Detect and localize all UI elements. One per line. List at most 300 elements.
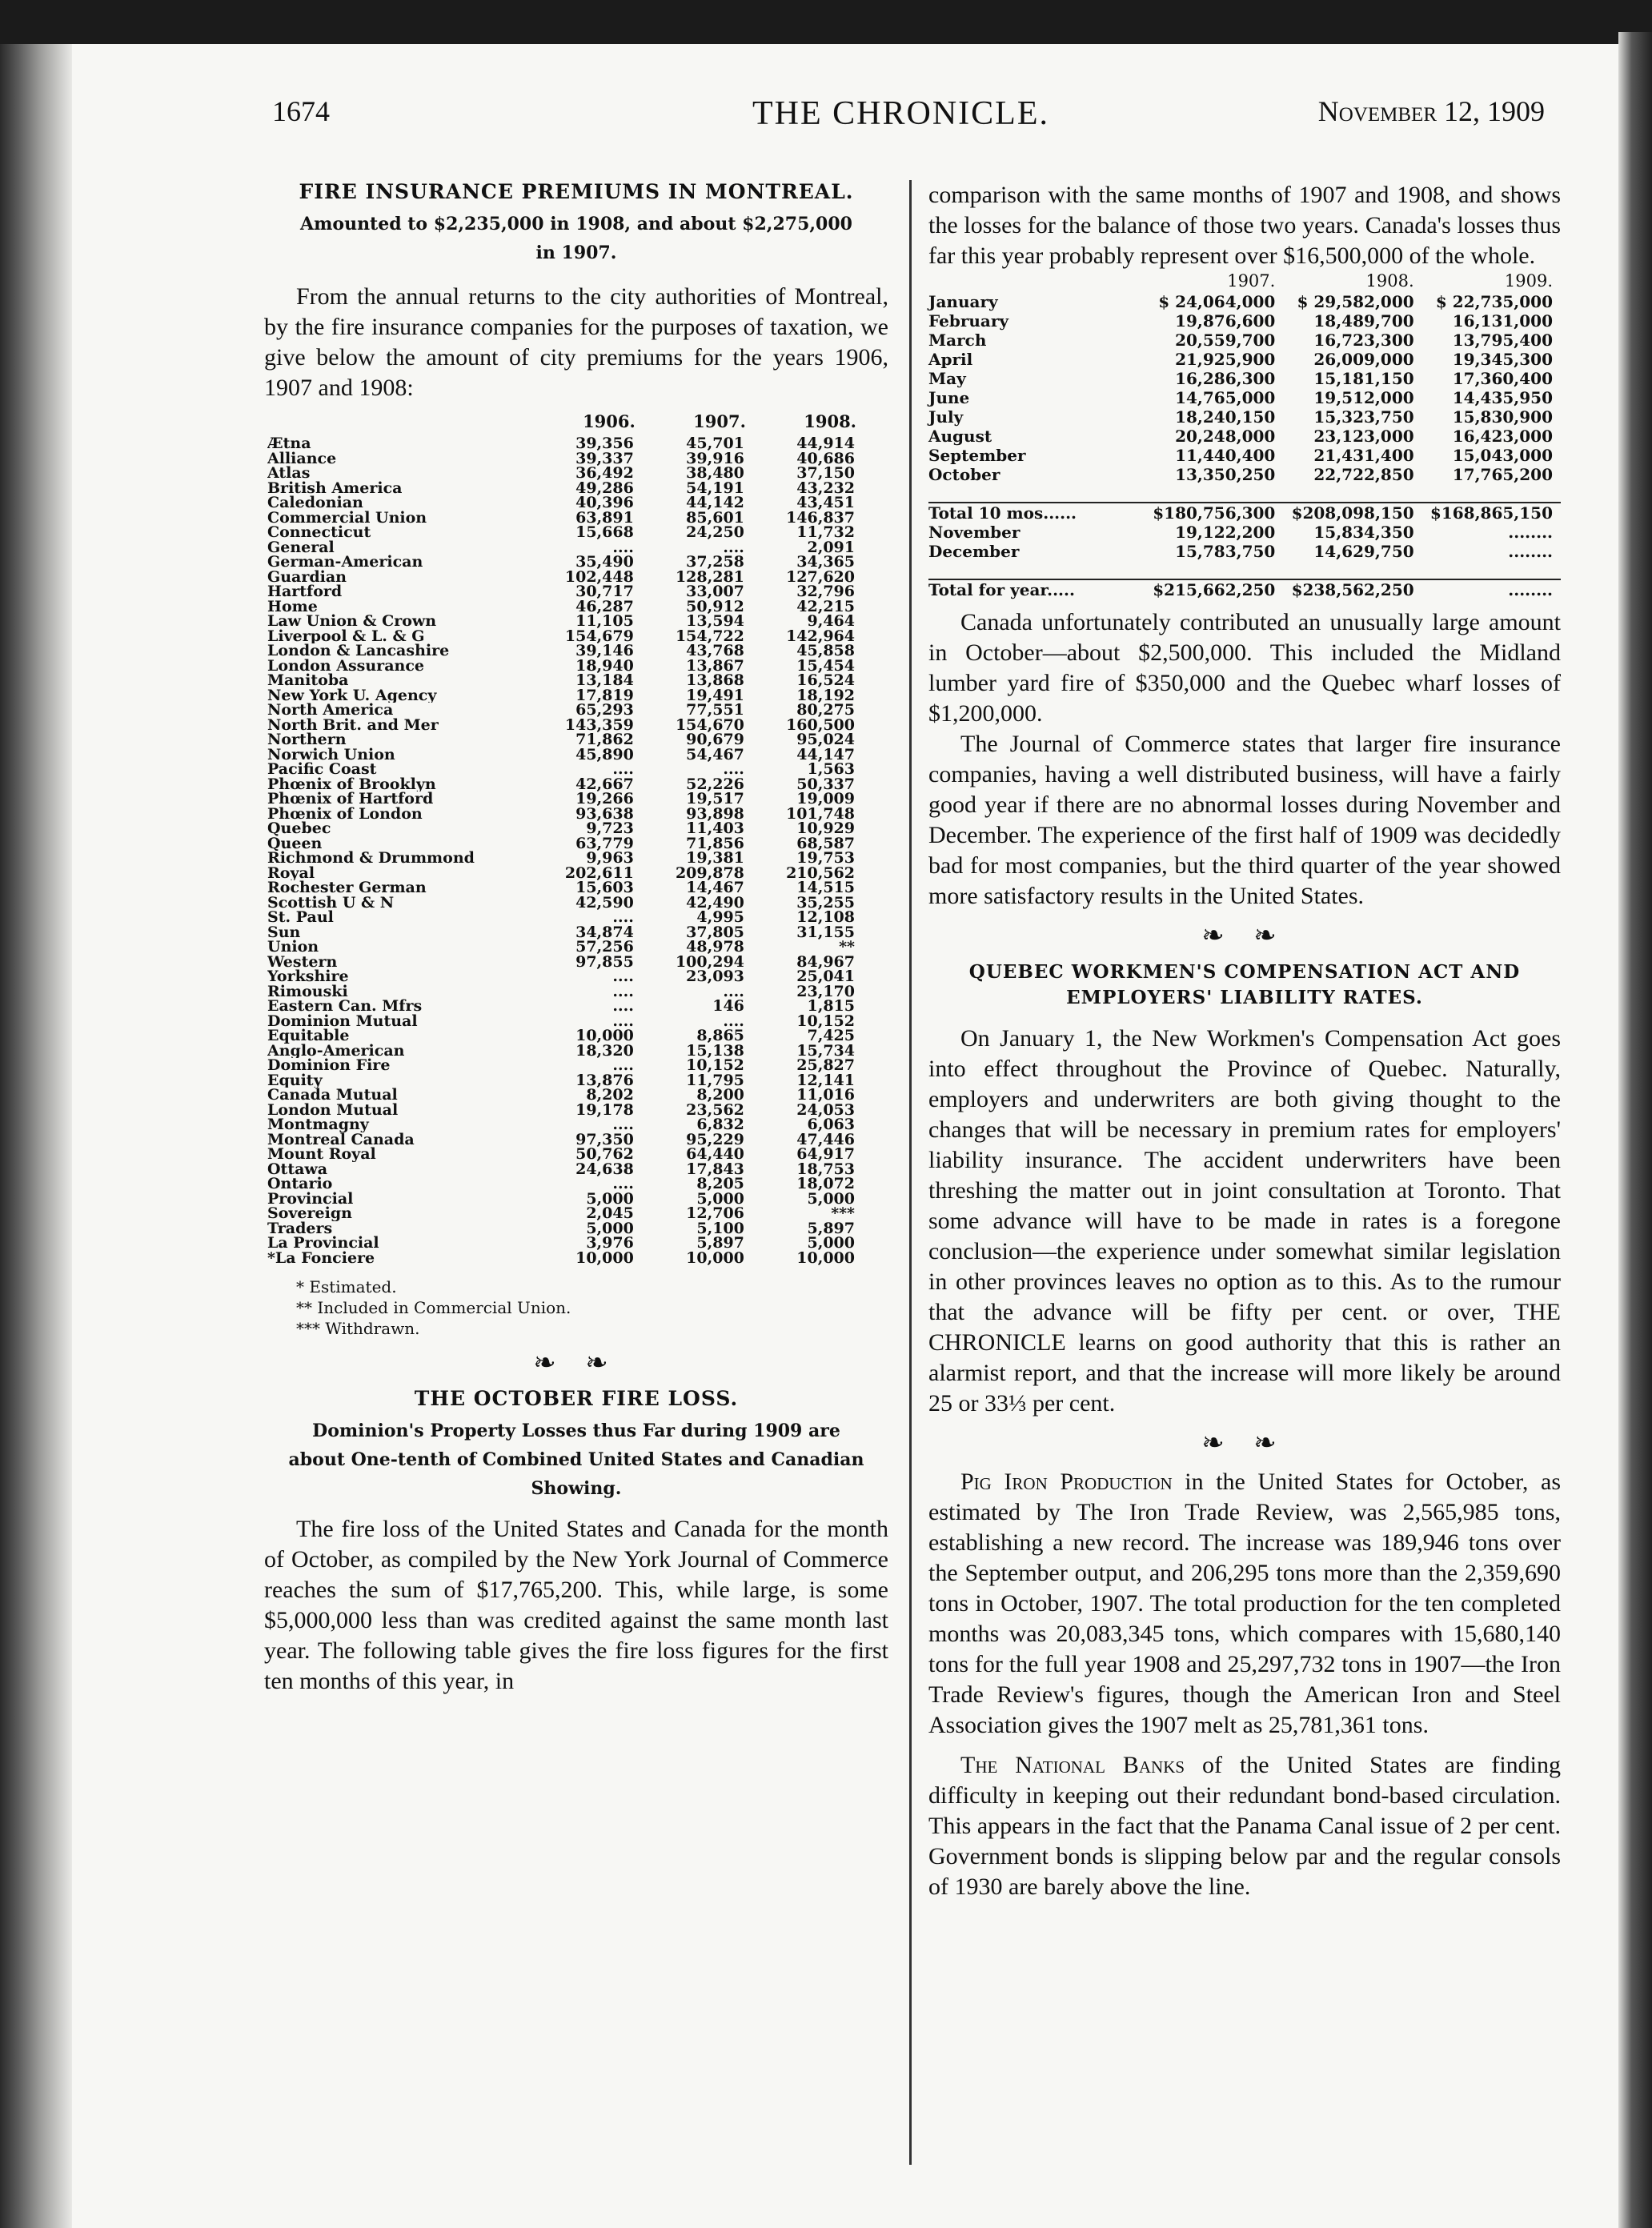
loss-value: 17,360,400: [1452, 369, 1553, 388]
premium-row: [267, 1028, 860, 1044]
premium-value: 43,768: [686, 643, 744, 659]
premium-value: 57,256: [575, 940, 634, 955]
premium-value: 32,796: [796, 584, 855, 599]
premium-row: [267, 525, 860, 540]
premium-value: 100,294: [675, 954, 744, 969]
premium-row: [267, 1014, 860, 1029]
company-name: Phœnix of London: [267, 806, 423, 821]
premium-row: [267, 629, 860, 644]
page-number: 1674: [272, 95, 330, 127]
premium-value: 19,266: [575, 791, 634, 807]
premium-value: 128,281: [675, 569, 744, 584]
table-spacer-cell: [928, 484, 1561, 503]
premium-value: 24,053: [796, 1102, 855, 1117]
loss-value: 14,765,000: [1175, 388, 1276, 407]
premium-row: [267, 540, 860, 555]
premium-value: ....: [723, 539, 744, 555]
premium-row: [267, 999, 860, 1014]
company-name: Home: [267, 599, 318, 614]
premium-value: 52,226: [686, 776, 744, 791]
premium-row: [267, 703, 860, 718]
premium-value: ....: [612, 762, 634, 777]
premium-value: ***: [831, 1206, 855, 1221]
loss-value: 14,629,750: [1313, 542, 1414, 561]
company-name: Manitoba: [267, 673, 349, 688]
premium-value: 49,286: [575, 480, 634, 495]
company-name: Hartford: [267, 584, 343, 599]
loss-row: [928, 427, 1561, 446]
company-name: Western: [267, 954, 338, 969]
company-name: Ætna: [267, 436, 311, 451]
premium-value: 5,000: [696, 1191, 744, 1206]
premium-value: 1,563: [807, 762, 855, 777]
premium-value: **: [839, 940, 855, 955]
premium-value: 31,155: [796, 924, 855, 940]
premium-value: 42,667: [575, 776, 634, 791]
premium-value: 38,480: [686, 466, 744, 481]
premium-value: ....: [723, 1013, 744, 1028]
company-name: Norwich Union: [267, 747, 395, 762]
premium-value: 42,490: [686, 895, 744, 910]
premium-value: 65,293: [575, 703, 634, 718]
loss-value: $208,098,150: [1283, 503, 1421, 523]
premium-value: 127,620: [786, 569, 855, 584]
premium-value: 10,152: [796, 1013, 855, 1028]
company-name: German-American: [267, 555, 423, 570]
premium-value: 97,855: [575, 954, 634, 969]
premium-row: [267, 466, 860, 481]
premiums-table-body: [267, 436, 860, 1265]
premium-value: 68,587: [796, 836, 855, 851]
premium-value: 45,890: [575, 747, 634, 762]
book-binding-right: [1618, 32, 1652, 2228]
loss-period: July: [928, 407, 964, 427]
premium-value: 25,827: [796, 1058, 855, 1073]
fire-loss-table: [928, 271, 1561, 599]
premium-value: 95,229: [686, 1132, 744, 1147]
premium-value: 18,753: [796, 1161, 855, 1176]
company-name: Montreal Canada: [267, 1132, 415, 1147]
premium-value: 11,105: [575, 614, 634, 629]
loss-value: $215,662,250: [1145, 579, 1283, 599]
company-name: Yorkshire: [267, 969, 349, 984]
premium-value: 84,967: [796, 954, 855, 969]
premium-value: 64,917: [796, 1147, 855, 1162]
premium-value: 33,007: [686, 584, 744, 599]
premium-value: 10,000: [575, 1028, 634, 1044]
premium-value: 93,898: [686, 806, 744, 821]
premium-value: 9,963: [586, 851, 634, 866]
premium-value: 42,590: [575, 895, 634, 910]
company-name: Sovereign: [267, 1206, 352, 1221]
premium-value: 71,856: [686, 836, 744, 851]
loss-value: 13,350,250: [1175, 465, 1276, 484]
premium-value: 10,152: [686, 1058, 744, 1073]
company-name: Queen: [267, 836, 323, 851]
premium-value: 13,184: [575, 673, 634, 688]
company-name: Commercial Union: [267, 510, 427, 525]
loss-period: June: [928, 388, 970, 407]
company-name: Richmond & Drummond: [267, 851, 475, 866]
premium-value: 23,562: [686, 1102, 744, 1117]
premium-row: [267, 955, 860, 970]
company-name: Equitable: [267, 1028, 350, 1044]
company-name: Equity: [267, 1072, 323, 1088]
loss-value: 19,512,000: [1313, 388, 1414, 407]
premiums-table: [267, 411, 860, 1265]
premium-value: 37,258: [686, 555, 744, 570]
loss-value: 21,431,400: [1313, 446, 1414, 465]
pig-iron-body: in the United States for October, as estimated by The Iron Trade Review, was 2,565,985 tons, establishing a new record. The increase was 189,946 tons over the September output, and 206,295 tons more than the 2,359,690 tons in October, 1907. The total production for the ten completed months was 20,083,345 tons, which compares with 15,680,140 tons for the full year 1908 and 25,297,732 tons in 1907—the Iron Trade Review's figures, though the American Iron and Steel Association gives the 1907 melt as 25,781,361 tons.: [928, 1469, 1561, 1738]
company-name: Connecticut: [267, 525, 371, 540]
national-banks-body: of the United States are finding difficulty in keeping out their redundant bond-based circulation. This appears in the fact that the Panama Canal issue of 2 per cent. Government bonds is slipping below par and the regular consols of 1930 are barely above the line.: [928, 1752, 1562, 1900]
premium-value: 15,734: [796, 1043, 855, 1058]
loss-period: May: [928, 369, 966, 388]
premium-value: 18,940: [575, 658, 634, 673]
premium-value: 23,170: [796, 984, 855, 999]
company-name: Traders: [267, 1220, 333, 1236]
company-name: Mount Royal: [267, 1147, 376, 1162]
loss-value: 15,783,750: [1175, 542, 1276, 561]
premium-row: [267, 1147, 860, 1162]
premium-row: [267, 1221, 860, 1236]
premium-value: 18,192: [796, 687, 855, 703]
premium-value: 13,594: [686, 614, 744, 629]
premium-row: [267, 807, 860, 822]
loss-value: 19,345,300: [1452, 350, 1553, 369]
premium-value: 42,215: [796, 599, 855, 614]
company-name: Alliance: [267, 451, 337, 466]
premium-value: 154,679: [564, 628, 634, 643]
premium-value: 12,706: [686, 1206, 744, 1221]
premium-value: 6,832: [696, 1117, 744, 1132]
premium-value: 36,492: [575, 466, 634, 481]
table-spacer-cell: [928, 561, 1561, 579]
journal-title: THE CHRONICLE.: [752, 95, 1049, 132]
company-name: Atlas: [267, 466, 311, 481]
premium-value: 146: [712, 999, 744, 1014]
loss-value: 14,435,950: [1452, 388, 1553, 407]
loss-row: [928, 446, 1561, 465]
premium-value: 8,205: [696, 1176, 744, 1192]
premium-value: 63,779: [575, 836, 634, 851]
premium-value: ....: [612, 1058, 634, 1073]
premium-value: ....: [612, 910, 634, 925]
premium-value: 39,146: [575, 643, 634, 659]
premium-row: [267, 791, 860, 807]
premium-value: 25,041: [796, 969, 855, 984]
loss-value: 22,722,850: [1313, 465, 1414, 484]
national-banks-paragraph: [928, 1750, 1561, 1902]
loss-period: January: [928, 292, 998, 311]
premium-value: 95,024: [796, 732, 855, 747]
premium-row: [267, 570, 860, 585]
loss-value: 19,122,200: [1175, 523, 1276, 542]
premium-value: 19,381: [686, 851, 744, 866]
premium-row: [267, 1073, 860, 1088]
loss-col-1909: 1909.: [1504, 271, 1553, 291]
loss-row: [928, 292, 1561, 311]
company-name: Pacific Coast: [267, 762, 377, 777]
loss-value: 15,043,000: [1452, 446, 1553, 465]
loss-value: 15,830,900: [1452, 407, 1553, 427]
left-column: [264, 180, 888, 1697]
company-name: Guardian: [267, 569, 347, 584]
premium-value: 101,748: [786, 806, 855, 821]
premium-value: 2,045: [586, 1206, 634, 1221]
premium-value: 44,147: [796, 747, 855, 762]
loss-col-1908: 1908.: [1365, 271, 1414, 291]
loss-value: 18,240,150: [1175, 407, 1276, 427]
premium-value: 50,762: [575, 1147, 634, 1162]
premium-value: 35,255: [796, 895, 855, 910]
premium-row: [267, 851, 860, 866]
premium-value: 4,995: [696, 910, 744, 925]
premium-value: 5,000: [807, 1236, 855, 1251]
premium-value: 9,464: [807, 614, 855, 629]
premium-value: 19,491: [686, 687, 744, 703]
ornament-divider: ❧ ❧: [1201, 1429, 1288, 1458]
loss-value: $168,865,150: [1422, 503, 1561, 523]
company-name: General: [267, 539, 335, 555]
loss-period: December: [928, 542, 1020, 561]
premium-row: [267, 969, 860, 984]
premium-row: [267, 511, 860, 526]
premium-value: 39,916: [686, 451, 744, 466]
company-name: Phœnix of Brooklyn: [267, 776, 436, 791]
company-name: Canada Mutual: [267, 1088, 398, 1103]
premium-value: 90,679: [686, 732, 744, 747]
october-loss-body-continued: comparison with the same months of 1907 and 1908, and shows the losses for the balance of those two years. Canada's losses thus far this year probably represent over $16,500,000 of the whole.: [928, 182, 1561, 269]
premium-row: [267, 910, 860, 925]
loss-period: Total 10 mos......: [928, 503, 1145, 523]
loss-value: 11,440,400: [1175, 446, 1276, 465]
premium-value: 34,874: [575, 924, 634, 940]
table-spacer: [928, 484, 1561, 503]
premium-row: [267, 777, 860, 792]
premium-value: 5,897: [696, 1236, 744, 1251]
pig-iron-lead: Pig Iron Production: [960, 1469, 1173, 1495]
premiums-col-1907: 1907.: [693, 411, 746, 431]
premium-row: [267, 643, 860, 659]
premium-value: 18,072: [796, 1176, 855, 1192]
premium-value: 44,142: [686, 495, 744, 511]
premium-value: 13,868: [686, 673, 744, 688]
premium-row: [267, 451, 860, 467]
premiums-notes: [296, 1276, 888, 1339]
company-name: Liverpool & L. & G: [267, 628, 425, 643]
premium-value: 45,701: [686, 436, 744, 451]
premium-value: ....: [612, 1013, 634, 1028]
canada-contribution: Canada unfortunately contributed an unusually large amount in October—about $2,500,000. This included the Midland lumber yard fire of $350,000 and the Quebec wharf losses of $1,200,000.: [928, 609, 1561, 727]
premium-value: 46,287: [575, 599, 634, 614]
premium-value: 77,551: [686, 703, 744, 718]
premium-value: 16,524: [796, 673, 855, 688]
company-name: Eastern Can. Mfrs: [267, 999, 423, 1014]
premium-row: [267, 1058, 860, 1073]
right-column: [928, 180, 1561, 1902]
company-name: North America: [267, 703, 394, 718]
premium-row: [267, 1176, 860, 1192]
loss-value: 20,248,000: [1175, 427, 1276, 446]
loss-value: $180,756,300: [1145, 503, 1283, 523]
premium-value: 19,517: [686, 791, 744, 807]
company-name: Dominion Fire: [267, 1058, 391, 1073]
premiums-subtitle: Amounted to $2,235,000 in 1908, and about $2,275,000 in 1907.: [300, 214, 852, 263]
premium-value: 85,601: [686, 510, 744, 525]
premium-row: [267, 984, 860, 1000]
premium-row: [267, 436, 860, 451]
pig-iron-paragraph: [928, 1467, 1561, 1741]
company-name: Montmagny: [267, 1117, 369, 1132]
premium-value: 18,320: [575, 1043, 634, 1058]
october-loss-body: The fire loss of the United States and Canada for the month of October, as compiled by the New York Journal of Commerce reaches the sum of $17,765,200. This, while large, is some $5,000,000 less than was credited against the same month last year. The following table gives the fire loss figures for the first ten months of this year, in: [264, 1516, 888, 1694]
loss-value: 15,323,750: [1313, 407, 1414, 427]
premiums-title: FIRE INSURANCE PREMIUMS IN MONTREAL.: [299, 180, 854, 203]
loss-value: 13,795,400: [1452, 331, 1553, 350]
premium-row: [267, 1103, 860, 1118]
premium-value: 64,440: [686, 1147, 744, 1162]
company-name: North Brit. and Mer: [267, 717, 439, 732]
premium-row: [267, 1088, 860, 1103]
premium-row: [267, 495, 860, 511]
company-name: Anglo-American: [267, 1043, 405, 1058]
company-name: La Provincial: [267, 1236, 379, 1251]
company-name: Scottish U & N: [267, 895, 395, 910]
company-name: St. Paul: [267, 910, 334, 925]
loss-period: September: [928, 446, 1026, 465]
premium-row: [267, 880, 860, 896]
premium-value: 43,451: [796, 495, 855, 511]
premium-value: 17,843: [686, 1161, 744, 1176]
premium-value: 12,141: [796, 1072, 855, 1088]
company-name: Rimouski: [267, 984, 348, 999]
premium-row: [267, 940, 860, 955]
premium-value: 13,867: [686, 658, 744, 673]
company-name: New York U. Agency: [267, 687, 437, 703]
premium-value: 10,000: [686, 1250, 744, 1265]
premium-value: ....: [723, 762, 744, 777]
premiums-intro: From the annual returns to the city authorities of Montreal, by the fire insurance companies for the purposes of taxation, we give below the amount of city premiums for the years 1906, 1907 and 1908:: [264, 283, 888, 401]
loss-period: Total for year.....: [928, 579, 1145, 599]
premium-row: [267, 614, 860, 629]
premium-value: 24,250: [686, 525, 744, 540]
loss-value: 26,009,000: [1313, 350, 1414, 369]
loss-period: April: [928, 350, 973, 369]
premium-value: 43,232: [796, 480, 855, 495]
loss-period: February: [928, 311, 1009, 331]
premium-row: [267, 1132, 860, 1148]
loss-row: [928, 465, 1561, 484]
company-name: *La Fonciere: [267, 1250, 375, 1265]
premium-row: [267, 1044, 860, 1059]
premium-value: 15,454: [796, 658, 855, 673]
premium-row: [267, 925, 860, 940]
premium-value: 15,138: [686, 1043, 744, 1058]
premium-value: 37,805: [686, 924, 744, 940]
premium-value: 39,356: [575, 436, 634, 451]
premium-value: 5,000: [807, 1191, 855, 1206]
premium-value: 154,722: [675, 628, 744, 643]
company-name: Sun: [267, 924, 301, 940]
premium-row: [267, 747, 860, 763]
premium-row: [267, 584, 860, 599]
company-name: Ontario: [267, 1176, 333, 1192]
premium-value: 8,202: [586, 1088, 634, 1103]
premium-value: 97,350: [575, 1132, 634, 1147]
premium-value: 210,562: [786, 865, 855, 880]
note-withdrawn: *** Withdrawn.: [296, 1319, 420, 1338]
premium-value: ....: [612, 1117, 634, 1132]
premium-value: ....: [612, 984, 634, 999]
company-name: Northern: [267, 732, 347, 747]
premium-value: 5,100: [696, 1220, 744, 1236]
loss-period: March: [928, 331, 987, 350]
premium-row: [267, 555, 860, 570]
premium-row: [267, 821, 860, 836]
loss-total-10-months: [928, 503, 1561, 523]
company-name: Union: [267, 940, 319, 955]
premium-row: [267, 673, 860, 688]
loss-row: [928, 369, 1561, 388]
loss-value: 16,723,300: [1313, 331, 1414, 350]
premium-value: 5,897: [807, 1220, 855, 1236]
book-binding-left: [0, 44, 72, 2228]
premiums-header-row: [267, 411, 860, 436]
premium-value: 37,150: [796, 466, 855, 481]
premium-value: 15,603: [575, 880, 634, 896]
premium-value: 13,876: [575, 1072, 634, 1088]
premium-value: 80,275: [796, 703, 855, 718]
loss-row: [928, 311, 1561, 331]
premium-value: 39,337: [575, 451, 634, 466]
loss-row: [928, 542, 1561, 561]
premiums-col-1908: 1908.: [804, 411, 856, 431]
premium-value: 50,337: [796, 776, 855, 791]
company-name: London & Lancashire: [267, 643, 450, 659]
loss-value: 17,765,200: [1452, 465, 1553, 484]
company-name: London Mutual: [267, 1102, 399, 1117]
ornament-divider: ❧ ❧: [1201, 921, 1288, 951]
premium-value: 71,862: [575, 732, 634, 747]
premium-value: 40,396: [575, 495, 634, 511]
premium-value: 45,858: [796, 643, 855, 659]
note-included: ** Included in Commercial Union.: [296, 1298, 571, 1317]
loss-total-year: [928, 579, 1561, 599]
loss-period: August: [928, 427, 992, 446]
loss-value: $ 22,735,000: [1435, 292, 1553, 311]
premium-value: 47,446: [796, 1132, 855, 1147]
national-banks-lead: The National Banks: [960, 1752, 1185, 1778]
premium-value: 3,976: [586, 1236, 634, 1251]
loss-value: $ 29,582,000: [1297, 292, 1414, 311]
premium-value: 63,891: [575, 510, 634, 525]
october-loss-subtitle: Dominion's Property Losses thus Far during 1909 are about One-tenth of Combined United States and Canadian Showing.: [288, 1421, 864, 1499]
premium-value: ....: [612, 539, 634, 555]
loss-value: ........: [1422, 579, 1561, 599]
premium-value: 142,964: [786, 628, 855, 643]
premium-value: ....: [612, 1176, 634, 1192]
loss-value: 16,131,000: [1452, 311, 1553, 331]
premium-value: 154,670: [675, 717, 744, 732]
company-name: Law Union & Crown: [267, 614, 437, 629]
premium-value: 12,108: [796, 910, 855, 925]
premium-value: 2,091: [807, 539, 855, 555]
loss-table-body: [928, 292, 1561, 599]
premium-value: 8,200: [696, 1088, 744, 1103]
premium-row: [267, 1251, 860, 1266]
loss-header-row: [928, 271, 1561, 292]
